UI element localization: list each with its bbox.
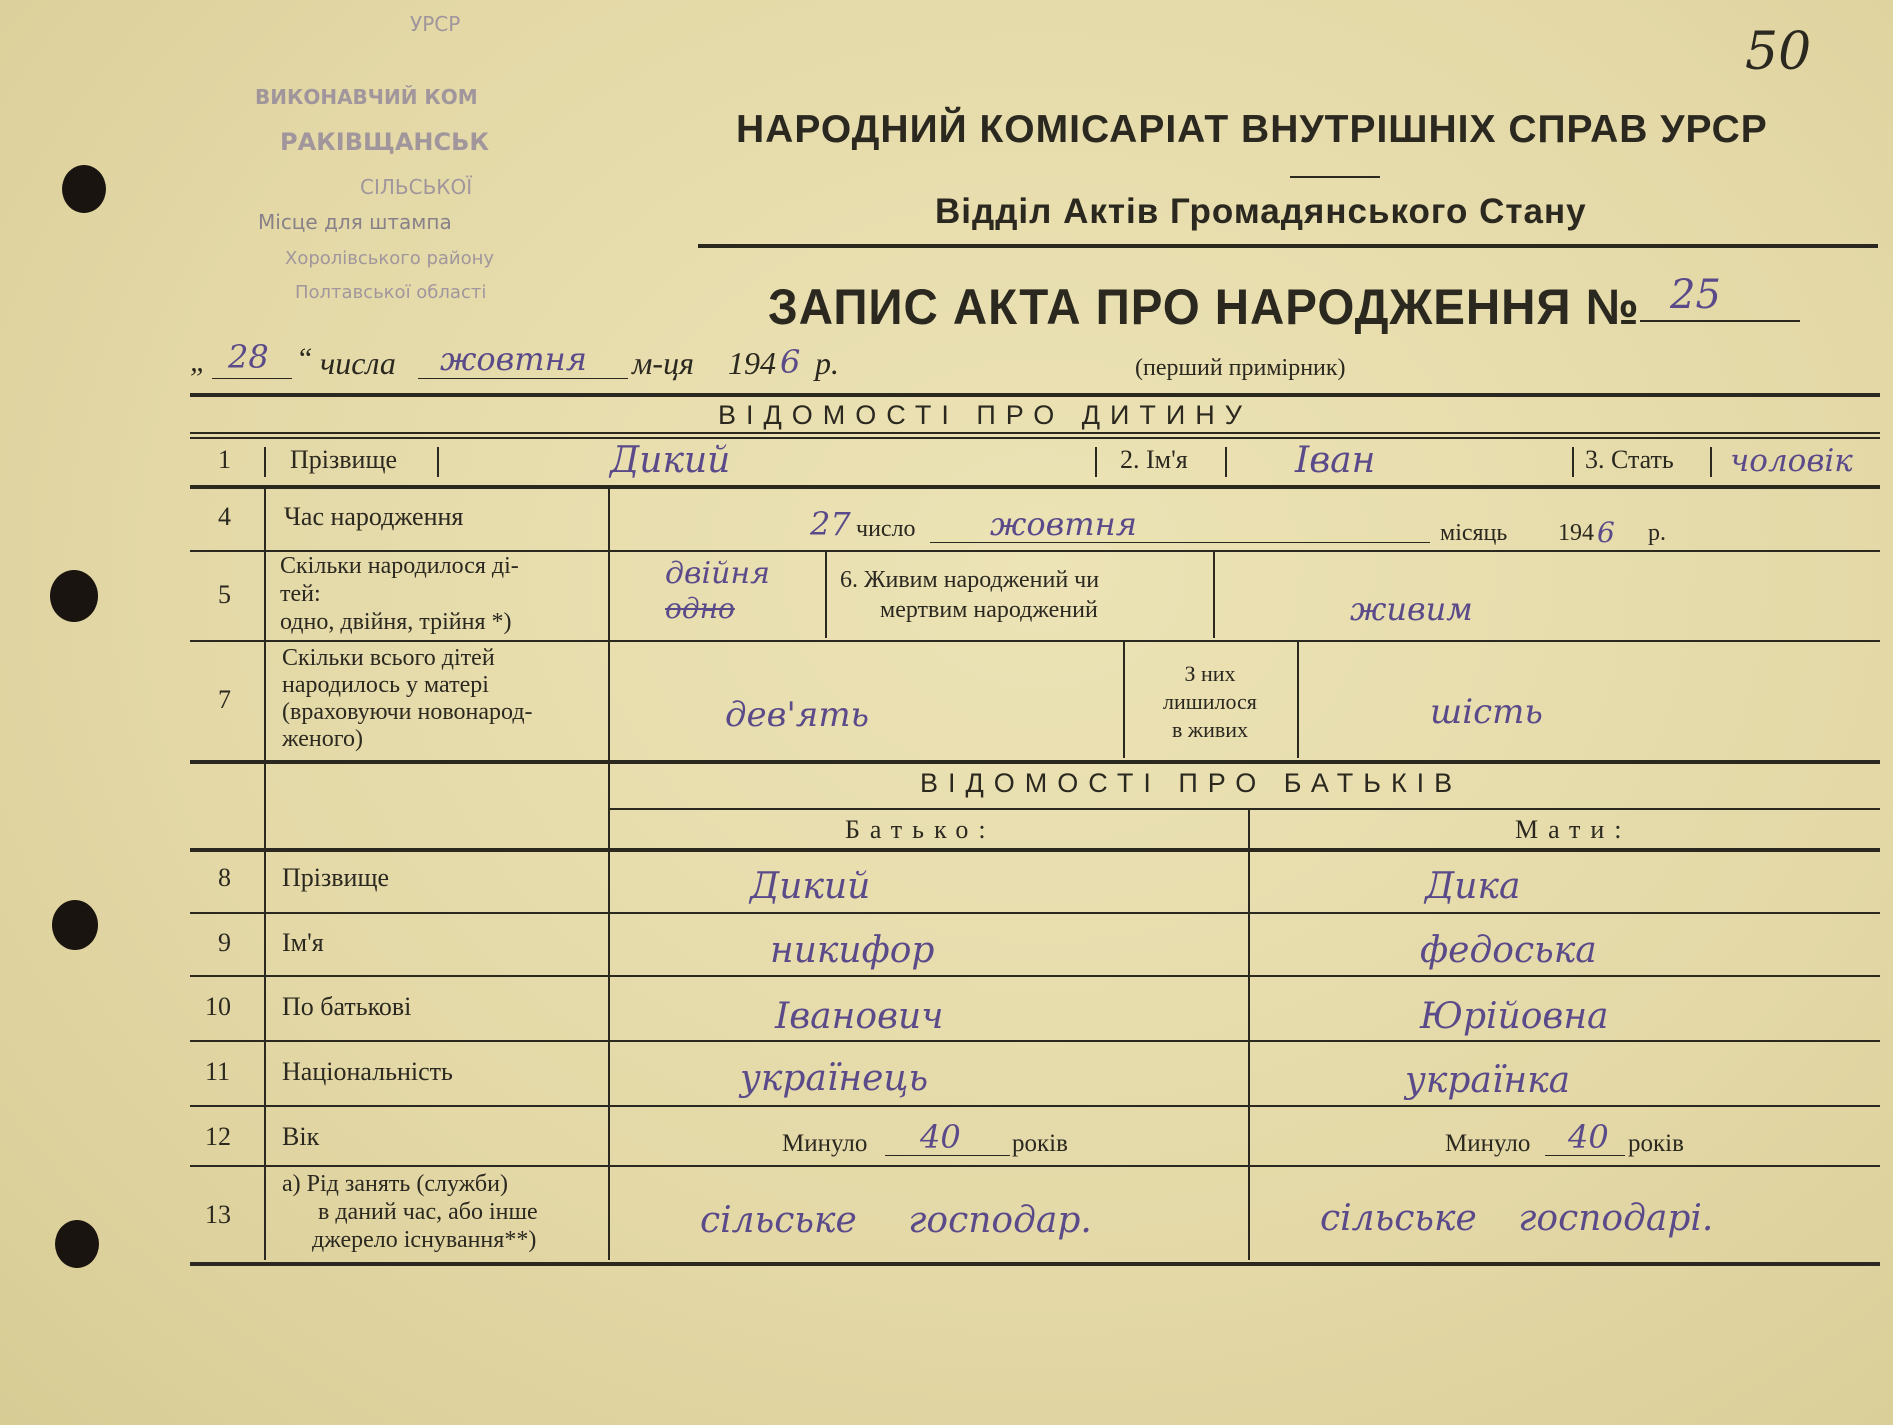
birth-year-prefix: 194 — [1558, 520, 1594, 546]
child-sex: чоловік — [1730, 443, 1853, 479]
mother-heading: Мати: — [1515, 815, 1632, 844]
father-surname: Дикий — [750, 866, 871, 907]
table-rule — [190, 485, 1880, 489]
date-year-prefix: 194 — [728, 345, 776, 381]
live-born-label-line: мертвим народжений — [880, 597, 1098, 623]
table-rule — [190, 760, 1880, 764]
stamp-line: Хоролівського району — [285, 248, 495, 269]
stamp-line: РАКІВЩАНСЬК — [280, 128, 490, 156]
date-open-quote: „ — [190, 345, 207, 378]
occupation-label-line: джерело існування**) — [312, 1227, 537, 1253]
children-count-label — [280, 552, 519, 636]
date-month: жовтня — [440, 340, 587, 378]
mother-age-suffix: років — [1628, 1130, 1684, 1157]
row-number: 1 — [218, 445, 231, 474]
row-number: 13 — [205, 1200, 231, 1229]
table-col-rule — [264, 447, 266, 477]
binder-hole — [50, 570, 98, 622]
header-rule — [698, 244, 1878, 248]
table-rule — [190, 393, 1880, 397]
date-year-suffix: р. — [815, 345, 839, 381]
birth-month: жовтня — [990, 505, 1137, 543]
page-number: 50 — [1745, 22, 1812, 82]
father-patronymic: Іванович — [775, 996, 944, 1037]
table-rule — [190, 432, 1880, 434]
date-day: 28 — [228, 338, 269, 376]
surviving-label-line: в живих — [1171, 717, 1249, 742]
record-number: 25 — [1670, 272, 1721, 318]
table-rule — [190, 848, 1880, 852]
father-age-underline — [885, 1155, 1010, 1156]
table-col-rule — [608, 487, 610, 1260]
mother-age: 40 — [1568, 1118, 1609, 1156]
date-close-quote: “ — [296, 342, 313, 375]
org-title: НАРОДНИЙ КОМІСАРІАТ ВНУТРІШНІХ СПРАВ УРСР — [736, 108, 1768, 151]
birth-year-suffix: р. — [1648, 520, 1666, 546]
live-born-label-line: 6. Живим народжений чи — [840, 567, 1100, 593]
birth-year-digit: 6 — [1597, 516, 1615, 549]
table-col-rule — [264, 487, 266, 1260]
table-col-rule — [1297, 642, 1299, 758]
stamp-line: Полтавської області — [295, 282, 487, 303]
occupation-label-line: а) Рід занять (служби) — [282, 1171, 508, 1197]
table-col-rule — [1248, 810, 1250, 1260]
date-month-label: м-ця — [632, 345, 694, 381]
nationality-label: Національність — [282, 1057, 453, 1086]
father-occupation: сільське господар. — [700, 1200, 1092, 1241]
row-number: 5 — [218, 580, 231, 609]
birth-day: 27 — [810, 505, 851, 543]
total-children-label — [282, 645, 533, 753]
surviving-label-line: З них — [1184, 661, 1236, 686]
live-born-label — [840, 565, 1099, 625]
surviving-label — [1140, 660, 1280, 744]
record-number-underline — [1640, 320, 1800, 322]
child-surname: Дикий — [610, 440, 731, 481]
total-children-value: дев'ять — [725, 695, 870, 735]
stamp-line: СІЛЬСЬКОЇ — [360, 175, 473, 199]
table-col-rule — [1095, 447, 1097, 477]
occupation-label — [282, 1170, 538, 1254]
date-month-underline — [418, 378, 628, 379]
mother-occupation: сільське господарі. — [1320, 1198, 1714, 1239]
header-divider — [1290, 176, 1380, 178]
birth-month-label: місяць — [1440, 520, 1508, 546]
table-rule — [190, 437, 1880, 439]
table-col-rule — [437, 447, 439, 477]
mother-patronymic: Юрійовна — [1420, 996, 1609, 1037]
parent-surname-label: Прізвище — [282, 863, 390, 892]
children-count-label-line: Скільки народилося ді- — [280, 553, 519, 579]
surviving-label-line: лишилося — [1163, 689, 1257, 714]
father-heading: Батько: — [845, 815, 996, 844]
table-rule — [190, 1165, 1880, 1167]
birth-day-label: число — [856, 516, 916, 542]
occupation-label-line: в даний час, або інше — [318, 1199, 538, 1225]
department-title: Відділ Актів Громадянського Стану — [935, 192, 1587, 231]
total-children-label-line: женого) — [282, 726, 363, 752]
table-rule — [608, 808, 1880, 810]
table-col-rule — [1225, 447, 1227, 477]
surviving-value: шість — [1430, 692, 1543, 732]
children-count-struck: одно — [665, 592, 735, 625]
father-age-suffix: років — [1012, 1130, 1068, 1157]
children-count-label-line: тей: — [280, 581, 321, 607]
binder-hole — [52, 900, 98, 950]
record-title: ЗАПИС АКТА ПРО НАРОДЖЕННЯ № — [768, 279, 1640, 335]
binder-hole — [55, 1220, 99, 1268]
date-year-digit: 6 — [780, 343, 801, 381]
table-rule — [190, 975, 1880, 977]
age-label: Вік — [282, 1122, 320, 1151]
table-rule — [190, 1262, 1880, 1266]
table-rule — [190, 640, 1880, 642]
mother-name: федоська — [1420, 930, 1597, 971]
mother-age-prefix: Минуло — [1445, 1130, 1531, 1157]
row-number: 9 — [218, 928, 231, 957]
table-col-rule — [1123, 642, 1125, 758]
mother-age-underline — [1545, 1155, 1625, 1156]
section-parents-heading: ВІДОМОСТІ ПРО БАТЬКІВ — [920, 768, 1463, 798]
binder-hole — [62, 165, 106, 213]
table-col-rule — [1213, 552, 1215, 638]
father-nationality: українець — [740, 1058, 929, 1099]
birth-month-underline — [930, 542, 1430, 543]
father-age: 40 — [920, 1118, 961, 1156]
date-day-label: числа — [320, 345, 396, 381]
row-number: 4 — [218, 502, 231, 531]
table-rule — [190, 912, 1880, 914]
stamp-line: ВИКОНАВЧИЙ КОМ — [255, 85, 478, 109]
total-children-label-line: (враховуючи новонарод- — [282, 699, 533, 725]
mother-surname: Дика — [1425, 866, 1521, 907]
total-children-label-line: народилось у матері — [282, 672, 489, 698]
name-label: 2. Ім'я — [1120, 445, 1188, 474]
copy-note: (перший примірник) — [1135, 355, 1346, 381]
row-number: 7 — [218, 685, 231, 714]
children-count-label-line: одно, двійня, трійня *) — [280, 609, 512, 635]
row-number: 8 — [218, 863, 231, 892]
father-name: никифор — [770, 930, 935, 971]
sex-label: 3. Стать — [1585, 445, 1674, 474]
date-day-underline — [212, 378, 292, 379]
row-number: 11 — [205, 1057, 231, 1086]
row-number: 10 — [205, 992, 231, 1021]
stamp-line: УРСР — [410, 12, 461, 36]
surname-label: Прізвище — [290, 445, 398, 474]
birth-time-label: Час народження — [284, 502, 464, 531]
section-child-heading: ВІДОМОСТІ ПРО ДИТИНУ — [718, 400, 1252, 430]
parent-name-label: Ім'я — [282, 928, 324, 957]
row-number: 12 — [205, 1122, 231, 1151]
table-rule — [190, 1040, 1880, 1042]
children-count-value: двійня — [665, 556, 771, 591]
table-col-rule — [1572, 447, 1574, 477]
patronymic-label: По батькові — [282, 992, 412, 1021]
father-age-prefix: Минуло — [782, 1130, 868, 1157]
stamp-line: Місце для штампа — [258, 210, 452, 234]
child-name: Іван — [1295, 440, 1376, 481]
mother-nationality: українка — [1405, 1060, 1571, 1101]
table-col-rule — [825, 552, 827, 638]
total-children-label-line: Скільки всього дітей — [282, 645, 495, 671]
live-born-value: живим — [1350, 590, 1473, 628]
table-col-rule — [1710, 447, 1712, 477]
table-rule — [190, 1105, 1880, 1107]
